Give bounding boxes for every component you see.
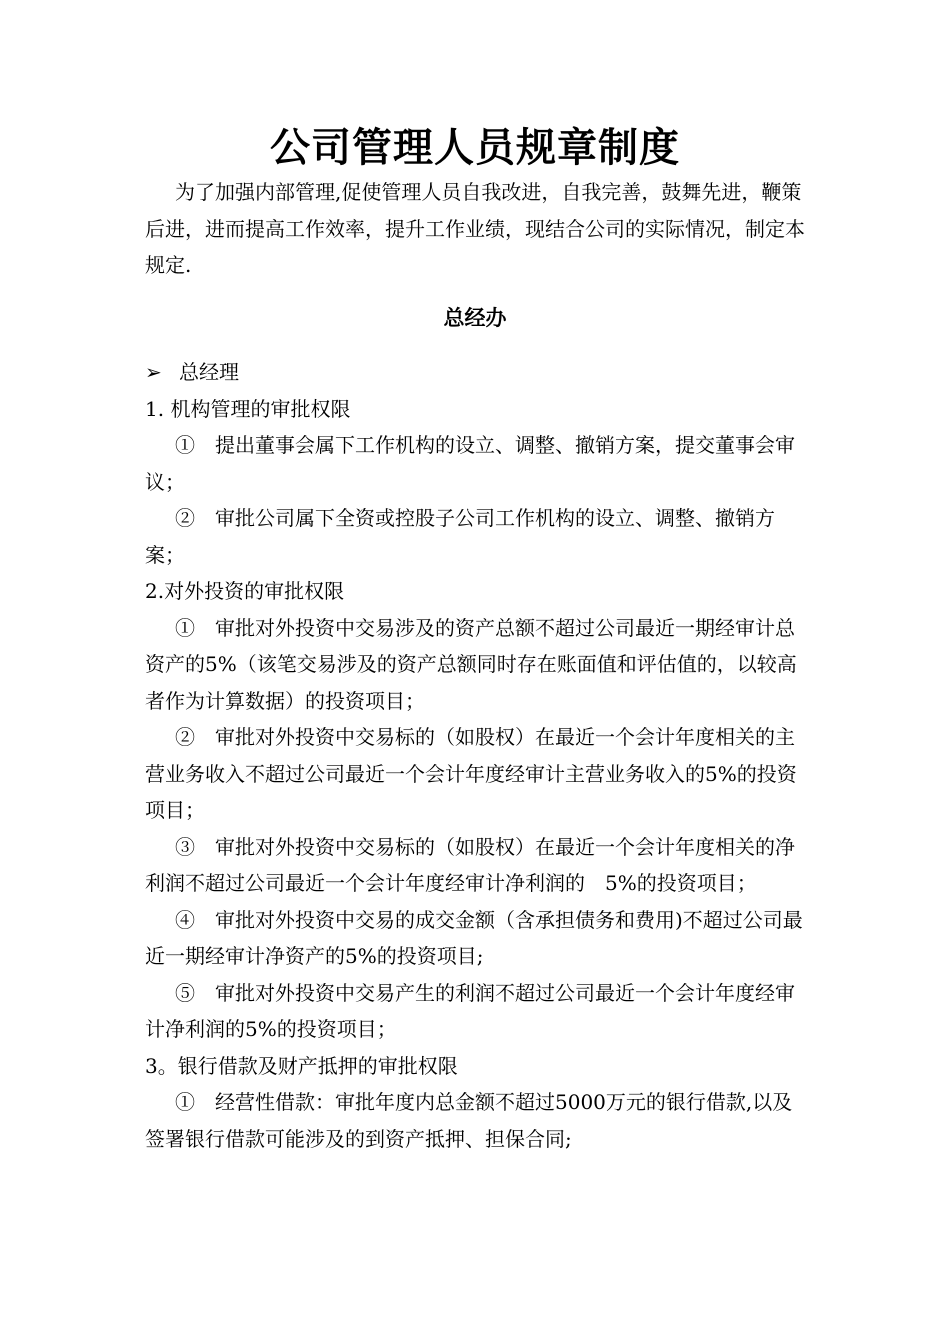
list-item: ① 审批对外投资中交易涉及的资产总额不超过公司最近一期经审计总资产的5%（该笔交易涉及的资产总额同时存在账面值和评估值的，以较高者作为计算数据）的投资项目； [145, 615, 797, 713]
list-item: ④ 审批对外投资中交易的成交金额（含承担债务和费用)不超过公司最近一期经审计净资产的5%的投资项目; [145, 907, 803, 968]
intro-paragraph: 为了加强内部管理,促使管理人员自我改进，自我完善，鼓舞先进，鞭策后进，进而提高工作效率，提升工作业绩，现结合公司的实际情况，制定本规定. [145, 180, 805, 277]
arrow-bullet-icon: ➢ [145, 360, 162, 384]
list-item: ② 审批公司属下全资或控股子公司工作机构的设立、调整、撤销方案； [145, 506, 775, 567]
document-title: 公司管理人员规章制度 [270, 124, 680, 171]
heading-2: 2.对外投资的审批权限 [145, 579, 345, 603]
list-item: ② 审批对外投资中交易标的（如股权）在最近一个会计年度相关的主营业务收入不超过公司最近一个会计年度经审计主营业务收入的5%的投资项目； [145, 725, 797, 822]
list-item: ① 提出董事会属下工作机构的设立、调整、撤销方案，提交董事会审议； [145, 433, 795, 494]
list-item: ① 经营性借款：审批年度内总金额不超过5000万元的银行借款,以及签署银行借款可能涉及的到资产抵押、担保合同; [145, 1090, 793, 1151]
bullet-item [145, 354, 805, 391]
section-heading: 总经办 [443, 304, 507, 330]
bullet-label: 总经理 [179, 360, 239, 384]
document-body [145, 122, 805, 1157]
heading-1: 1. 机构管理的审批权限 [145, 396, 351, 421]
list-item: ③ 审批对外投资中交易标的（如股权）在最近一个会计年度相关的净利润不超过公司最近一个会计年度经审计净利润的 5%的投资项目； [145, 834, 795, 895]
heading-3: 3。银行借款及财产抵押的审批权限 [145, 1053, 458, 1078]
list-item: ⑤ 审批对外投资中交易产生的利润不超过公司最近一个会计年度经审计净利润的5%的投资项目； [145, 980, 795, 1041]
